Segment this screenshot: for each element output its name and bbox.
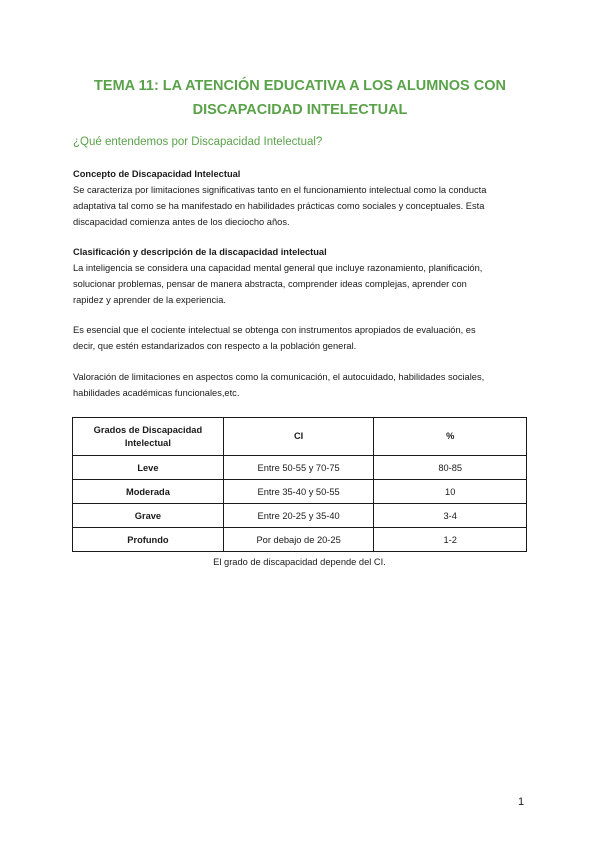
disability-grades-table: [72, 417, 527, 552]
concept-section: [73, 166, 533, 230]
percent-cell: 3-4: [374, 504, 527, 528]
page-number: 1: [518, 796, 525, 808]
ci-paragraph: [73, 322, 533, 354]
concept-line-3: discapacidad comienza antes de los dieciocho años.: [73, 217, 290, 227]
concept-line-2: adaptativa tal como se ha manifestado en habilidades prácticas como sociales y conceptuales. Esta: [73, 201, 485, 211]
percent-cell: 80-85: [374, 456, 527, 480]
grade-cell: Grave: [73, 504, 224, 528]
ci-cell: Entre 50-55 y 70-75: [223, 456, 374, 480]
header-grades: Grados de Discapacidad Intelectual: [73, 418, 224, 456]
classification-line-1: La inteligencia se considera una capacidad mental general que incluye razonamiento, planificación,: [73, 263, 483, 273]
table-row: [73, 528, 527, 552]
grade-cell: Leve: [73, 456, 224, 480]
ci-cell: Entre 20-25 y 35-40: [223, 504, 374, 528]
ci-line-1: Es esencial que el cociente intelectual se obtenga con instrumentos apropiados de evaluación, es: [73, 325, 476, 335]
ci-cell: Por debajo de 20-25: [223, 528, 374, 552]
concept-line-1: Se caracteriza por limitaciones significativas tanto en el funcionamiento intelectual como la conducta: [73, 185, 487, 195]
ci-line-2: decir, que estén estandarizados con respecto a la población general.: [73, 341, 357, 351]
ci-cell: Entre 35-40 y 50-55: [223, 480, 374, 504]
classification-section: [73, 244, 533, 308]
title-line-1: TEMA 11: LA ATENCIÓN EDUCATIVA A LOS ALUMNOS CON: [94, 78, 506, 94]
percent-cell: 10: [374, 480, 527, 504]
table-row: [73, 504, 527, 528]
table-caption: El grado de discapacidad depende del CI.: [213, 557, 386, 567]
header-ci: CI: [223, 418, 374, 456]
header-percent: %: [374, 418, 527, 456]
percent-cell: 1-2: [374, 528, 527, 552]
section-subtitle: ¿Qué entendemos por Discapacidad Intelectual?: [73, 136, 323, 148]
limitations-line-1: Valoración de limitaciones en aspectos como la comunicación, el autocuidado, habilidades sociales,: [73, 372, 485, 382]
classification-heading: Clasificación y descripción de la discapacidad intelectual: [73, 247, 327, 257]
grade-cell: Moderada: [73, 480, 224, 504]
table-header-row: [73, 418, 527, 456]
classification-line-2: solucionar problemas, pensar de manera abstracta, comprender ideas complejas, aprender con: [73, 279, 467, 289]
page-title: [60, 74, 540, 122]
classification-line-3: rapidez y aprender de la experiencia.: [73, 295, 226, 305]
table-row: [73, 456, 527, 480]
grade-cell: Profundo: [73, 528, 224, 552]
table-row: [73, 480, 527, 504]
concept-heading: Concepto de Discapacidad Intelectual: [73, 169, 241, 179]
limitations-line-2: habilidades académicas funcionales,etc.: [73, 388, 240, 398]
limitations-paragraph: [73, 369, 533, 401]
title-line-2: DISCAPACIDAD INTELECTUAL: [192, 102, 408, 118]
